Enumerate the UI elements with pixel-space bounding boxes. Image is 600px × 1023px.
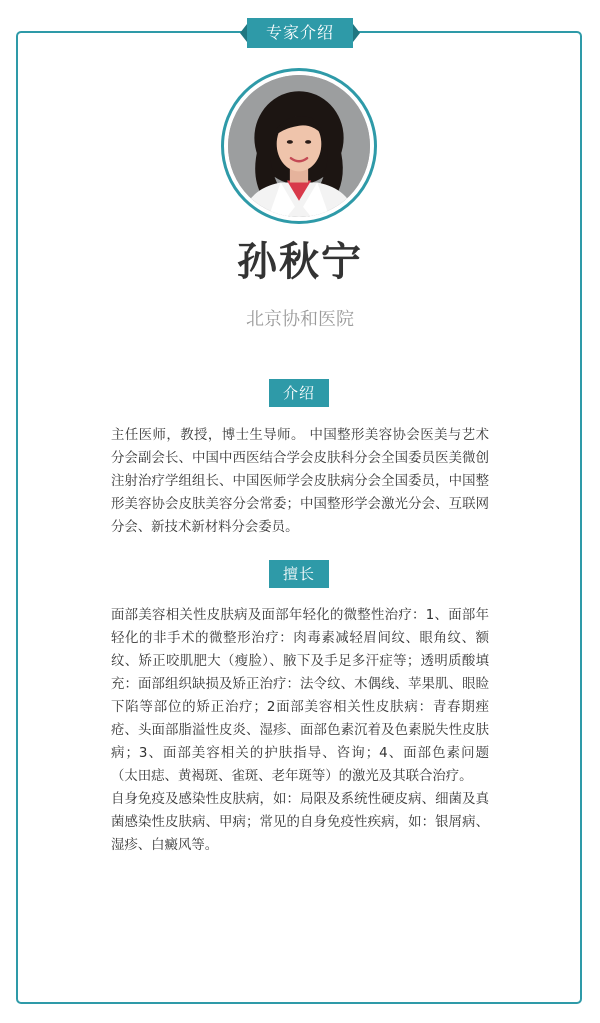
expertise-paragraph: 自身免疫及感染性皮肤病，如：局限及系统性硬皮病、细菌及真菌感染性皮肤病、甲病；常见的自身免疫性疾病，如：银屑病、湿疹、白癜风等。 — [111, 792, 489, 853]
expertise-section-label: 擅长 — [269, 560, 329, 588]
header-title: 专家介绍 — [247, 18, 353, 48]
expertise-text — [111, 604, 489, 857]
avatar-portrait-icon — [228, 75, 370, 217]
intro-text: 主任医师，教授，博士生导师。 中国整形美容协会医美与艺术分会副会长、中国中西医结合学会皮肤科分会全国委员医美微创注射治疗学组组长、中国医师学会皮肤病分会全国委员，中国整形美容协会皮肤美容分会常委；中国整形学会激光分会、互联网分会、新技术新材料分会委员。 — [111, 428, 489, 535]
doctor-name: 孙秋宁 — [237, 238, 363, 285]
hospital-name: 北京协和医院 — [246, 309, 354, 330]
avatar-frame — [221, 68, 377, 224]
expertise-paragraph: 面部美容相关性皮肤病及面部年轻化的微整性治疗：1、面部年轻化的非手术的微整形治疗：肉毒素减轻眉间纹、眼角纹、额纹、矫正咬肌肥大（瘦脸）、腋下及手足多汗症等；透明质酸填充：面部组织缺损及矫正治疗：法令纹、木偶线、苹果肌、眼睑下陷等部位的矫正治疗；2面部美容相关性皮肤病：青春期痤疮、头面部脂溢性皮炎、湿疹、面部色素沉着及色素脱失性皮肤病；3、面部美容相关的护肤指导、咨询；4、面部色素问题（太田痣、黄褐斑、雀斑、老年斑等）的激光及其联合治疗。 — [111, 608, 489, 784]
intro-section-label: 介绍 — [269, 379, 329, 407]
avatar — [228, 75, 370, 217]
